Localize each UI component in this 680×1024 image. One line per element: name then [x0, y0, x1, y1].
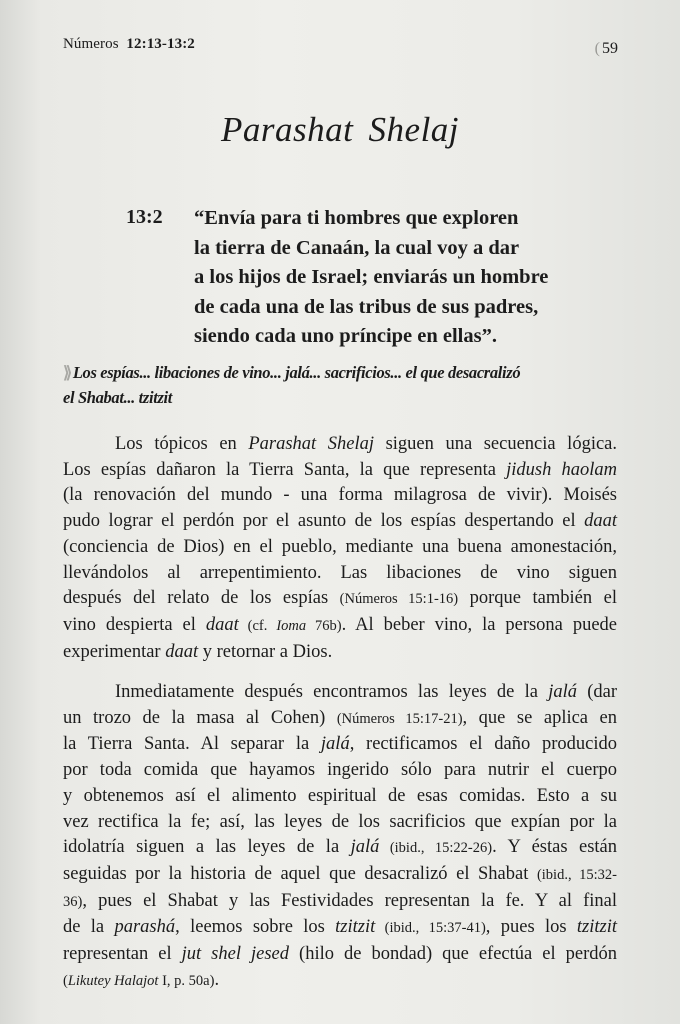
text-line: pudo lograr el perdón por el asunto de los espías despertando el daat [63, 511, 617, 532]
text-line: después del relato de los espías (Números 15:1-16) porque también el [63, 588, 618, 609]
text-line: vez rectifica la fe; así, las leyes de los sacrificios que expían por la [63, 811, 617, 832]
running-head [63, 36, 195, 53]
text-line: (conciencia de Dios) en el pueblo, mediante una buena amonestación, [63, 536, 617, 557]
verse-text [194, 204, 614, 352]
text-line: 36), pues el Shabat y las Festividades representan la fe. Y al final [63, 890, 617, 911]
section-marker-icon: ⟫ [63, 363, 72, 382]
page-number [595, 40, 618, 58]
paragraph-1 [63, 432, 617, 665]
text-line: seguidas por la historia de aquel que desacralizó el Shabat (ibid., 15:32- [63, 863, 617, 884]
section-subheading [63, 360, 623, 410]
verse-line: “Envía para ti hombres que exploren [194, 207, 519, 229]
text-line: y obtenemos así el alimento espiritual de esas comidas. Esto a su [63, 785, 617, 806]
text-line: por toda comida que hayamos ingerido sólo para nutrir el cuerpo [63, 760, 617, 781]
page-number-value: 59 [602, 40, 618, 57]
subheading-line: Los espías... libaciones de vino... jalá... sacrificios... el que desacralizó [72, 363, 521, 382]
text-line: la Tierra Santa. Al separar la jalá, rectificamos el daño producido [63, 734, 618, 755]
running-head-book: Números [63, 36, 119, 52]
verse-line: la tierra de Canaán, la cual voy a dar [194, 236, 520, 259]
text-line: un trozo de la masa al Cohen) (Números 15:17-21), que se aplica en [63, 707, 618, 728]
parasha-title: Parashat Shelaj [220, 110, 460, 149]
text-line: Inmediatamente después encontramos las leyes de la jalá (dar [115, 682, 617, 702]
running-head-reference: 12:13-13:2 [126, 36, 195, 52]
text-line: representan el jut shel jesed (hilo de bondad) que efectúa el perdón [63, 944, 618, 965]
subheading-line: el Shabat... tzitzit [63, 388, 172, 407]
text-line: Los espías dañaron la Tierra Santa, la que representa jidush haolam [63, 459, 618, 480]
verse-line: de cada una de las tribus de sus padres, [194, 295, 539, 318]
text-line: de la parashá, leemos sobre los tzitzit (ibid., 15:37-41), pues los tzitzit [63, 917, 618, 938]
text-line: llevándolos al arrepentimiento. Las libaciones de vino siguen [63, 562, 617, 583]
text-line: (Likutey Halajot I, p. 50a). [63, 969, 220, 990]
text-line: idolatría siguen a las leyes de la jalá (ibid., 15:22-26). Y éstas están [63, 837, 617, 858]
verse-line: a los hijos de Israel; enviarás un hombre [194, 266, 549, 288]
verse-number: 13:2 [126, 206, 163, 228]
paragraph-2 [63, 680, 617, 994]
text-line: experimentar daat y retornar a Dios. [63, 641, 333, 662]
text-line: vino despierta el daat (cf. Ioma 76b). Al beber vino, la persona puede [63, 614, 618, 635]
page-number-bracket-mark: ( [594, 40, 600, 57]
text-line: (la renovación del mundo - una forma milagrosa de vivir). Moisés [63, 485, 617, 506]
text-line: Los tópicos en Parashat Shelaj siguen una secuencia lógica. [115, 434, 618, 454]
verse-line: siendo cada uno príncipe en ellas”. [194, 325, 497, 347]
